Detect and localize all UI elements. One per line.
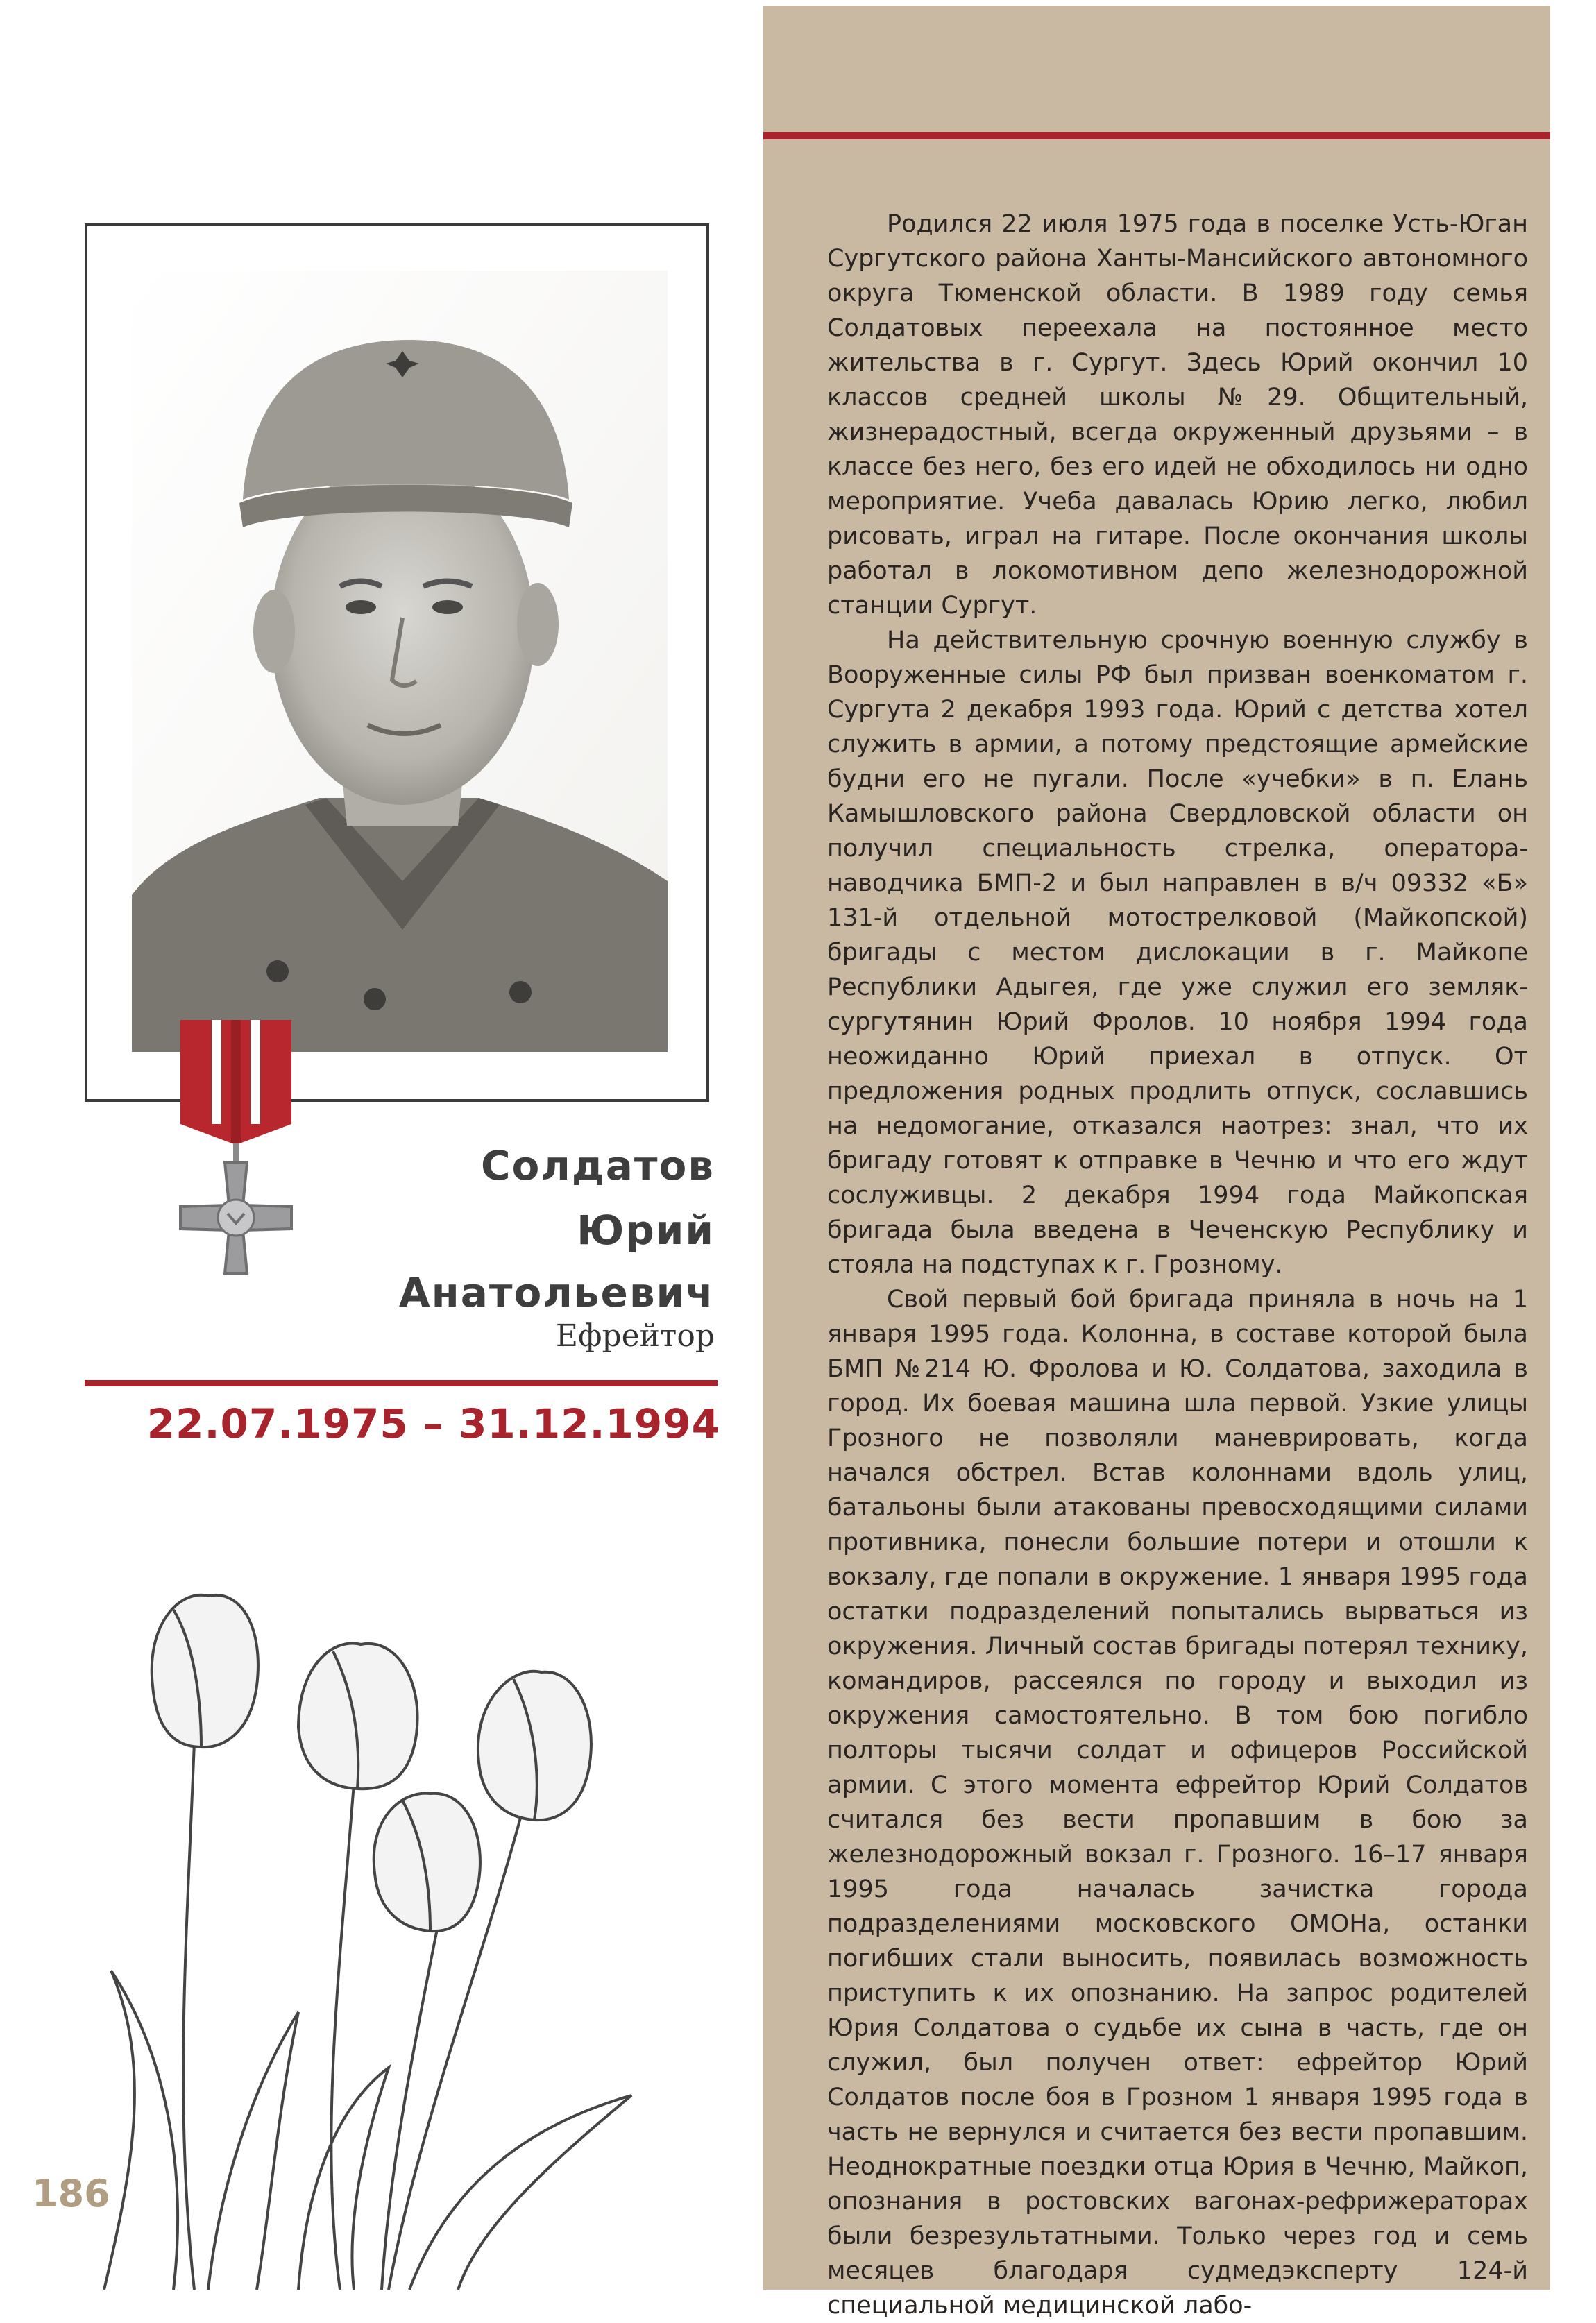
biography-paragraph: Свой первый бой бригада приняла в ночь на 1 января 1995 года. Колонна, в составе которой была БМП №214 Ю. Фролова и Ю. Солдатова, заходила в город. Их боевая машина шла первой. Узкие улицы Грозного не позволяли маневрировать, когда начался обстрел. Встав колоннами вдоль улиц, батальоны были атакованы превосходящими силами противника, понесли большие потери и отошли к вокзалу, где попали в окружение. 1 января 1995 года остатки подразделений попытались вырваться из окружения. Личный состав бригады потерял технику, командиров, рассеялся по городу и выходил из окружения самостоятельно. В том бою погибло полторы тысячи солдат и офицеров Российской армии. С этого момента ефрейтор Юрий Солдатов считался без вести пропавшим в бою за железнодорожный вокзал г. Грозного. 16–17 января 1995 года началась зачистка города подразделениями московского ОМОНа, останки погибших стали выносить, появилась возможность приступить к их опознанию. На запрос родителей Юрия Солдатова о судьбе их сына в часть, где он служил, был получен ответ: ефрейтор Юрий Солдатов после боя в Грозном 1 января 1995 года в часть не вернулся и считается без вести пропавшим. Неоднократные поездки отца Юрия в Чечню, Майкоп, опознания в ростовских вагонах-рефрижераторах были безрезультатными. Только через год и семь месяцев благодаря судмедэксперту 124-й специальной медицинской лабо- — [827, 1286, 1528, 2320]
portrait-frame — [85, 223, 709, 1102]
biography-text — [827, 207, 1528, 2323]
military-rank: Ефрейтор — [555, 1318, 715, 1354]
surname: Солдатов — [480, 1142, 715, 1189]
biography-paragraph: На действительную срочную военную службу в Вооруженные силы РФ был призван военкоматом г. Сургута 2 декабря 1993 года. Юрий с детства хотел служить в армии, а потому предстоящие армейские будни его не пугали. После «учебки» в п. Елань Камышловского района Свердловской области он получил специальность стрелка, оператора-наводчика БМП-2 и был направлен в в/ч 09332 «Б» 131-й отдельной мотострелковой (Майкопской) бригады с местом дислокации в г. Майкопе Республики Адыгея, где уже служил его земляк-сургутянин Юрий Фролов. 10 ноября 1994 года неожиданно Юрий приехал в отпуск. От предложения родных продлить отпуск, сославшись на недомогание, отказался наотрез: знал, что их бригаду готовят к отправке в Чечню и что его ждут сослуживцы. 2 декабря 1994 года Майкопская бригада была введена в Чеченскую Республику и стояла на подступах к г. Грозному. — [827, 627, 1528, 1279]
name-underline-rule — [85, 1380, 718, 1386]
tulips-illustration-icon — [90, 1582, 715, 2290]
page-number: 186 — [32, 2172, 110, 2215]
patronymic: Анатольевич — [398, 1269, 715, 1316]
life-dates: 22.07.1975 – 31.12.1994 — [146, 1400, 720, 1447]
first-name: Юрий — [577, 1207, 715, 1254]
portrait-photo — [132, 271, 668, 1052]
top-red-rule — [763, 132, 1550, 139]
biography-paragraph: Родился 22 июля 1975 года в поселке Усть-Юган Сургутского района Ханты-Мансийского автономного округа Тюменской области. В 1989 году семья Солдатовых переехала на постоянное место жительства в г. Сургут. Здесь Юрий окончил 10 классов средней школы №29. Общительный, жизнерадостный, всегда окруженный друзьями – в классе без него, без его идей не обходилось ни одно мероприятие. Учеба давалась Юрию легко, любил рисовать, играл на гитаре. После окончания школы работал в локомотивном депо железнодорожной станции Сургут. — [827, 210, 1528, 620]
order-of-courage-medal-icon — [170, 1020, 302, 1284]
